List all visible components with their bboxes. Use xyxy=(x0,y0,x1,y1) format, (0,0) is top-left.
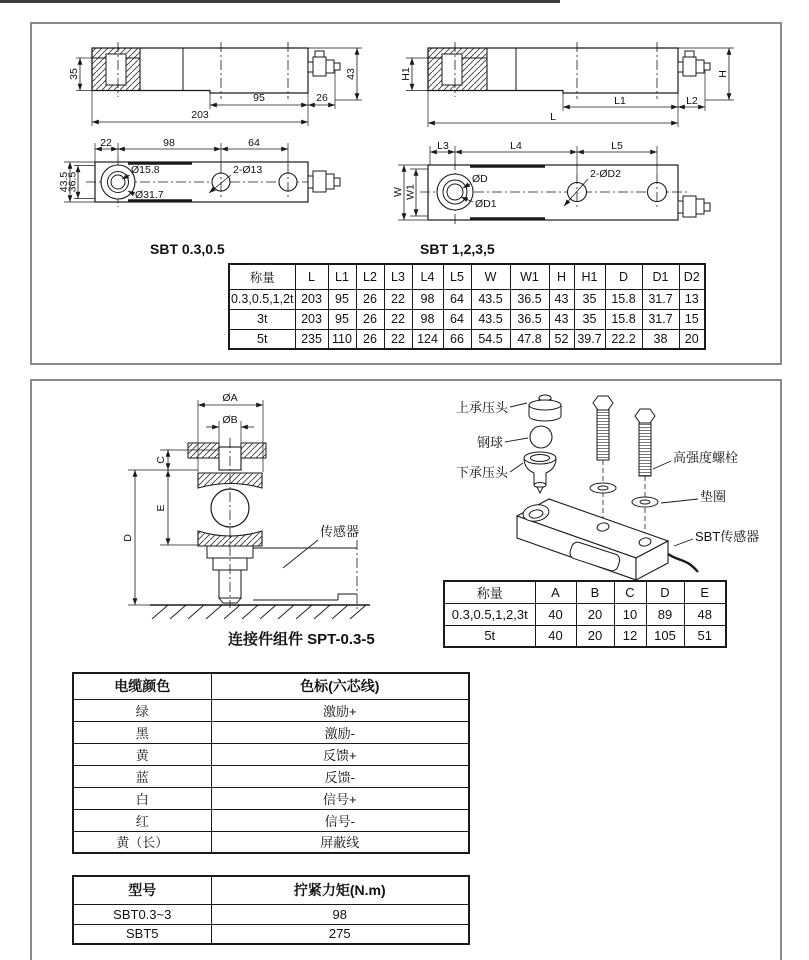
table-cell: SBT5 xyxy=(73,924,211,944)
cable-color-table xyxy=(72,672,470,854)
table-cell: 绿 xyxy=(73,699,211,721)
dim-26: 26 xyxy=(316,92,328,104)
dim-98: 98 xyxy=(163,137,175,149)
table-cell: 15.8 xyxy=(605,289,642,309)
table-cell: 43.5 xyxy=(471,309,510,329)
dim-w1: W1 xyxy=(404,184,417,200)
table-cell: 26 xyxy=(356,329,384,349)
table-cell: 20 xyxy=(576,625,614,647)
column-header: H xyxy=(549,264,574,289)
column-header: B xyxy=(576,581,614,603)
table-cell: 40 xyxy=(535,603,576,625)
dim-d: D xyxy=(122,534,134,542)
table-cell: 12 xyxy=(614,625,646,647)
table-cell: 36.5 xyxy=(510,309,549,329)
table-cell: 激励- xyxy=(211,721,469,743)
column-header: C xyxy=(614,581,646,603)
spt-exploded-view xyxy=(456,395,759,580)
spt-assembly-section-view xyxy=(122,392,370,619)
column-header: D2 xyxy=(679,264,705,289)
dim-22: 22 xyxy=(100,137,112,149)
table-cell: 屏蔽线 xyxy=(211,831,469,853)
column-header: H1 xyxy=(574,264,605,289)
table-row xyxy=(73,743,469,765)
column-header: 拧紧力矩(N.m) xyxy=(211,876,469,904)
label-bore-d: ØD xyxy=(472,173,488,185)
table-cell: 26 xyxy=(356,309,384,329)
label-bore-d1: ØD1 xyxy=(475,198,497,210)
column-header: D xyxy=(646,581,684,603)
table-cell: 信号+ xyxy=(211,787,469,809)
table-cell: 89 xyxy=(646,603,684,625)
dimension-table xyxy=(228,263,706,350)
table-cell: 22.2 xyxy=(605,329,642,349)
caption-sbt-large: SBT 1,2,3,5 xyxy=(420,241,495,257)
column-header: 称量 xyxy=(444,581,535,603)
dim-e: E xyxy=(155,504,167,512)
column-header: 电缆颜色 xyxy=(73,673,211,699)
dim-43: 43 xyxy=(345,68,357,80)
upper-pressure-head-part xyxy=(529,395,561,421)
label-bore-outer: Ø31.7 xyxy=(135,189,164,201)
table-cell: 31.7 xyxy=(642,309,679,329)
label-bore-inner: Ø15.8 xyxy=(131,164,160,176)
dim-64: 64 xyxy=(248,137,260,149)
top-plate-right xyxy=(241,443,266,458)
column-header: L xyxy=(295,264,328,289)
column-header: 色标(六芯线) xyxy=(211,673,469,699)
table-header-row xyxy=(444,581,726,603)
dim-203: 203 xyxy=(191,109,209,121)
table-cell: 43 xyxy=(549,309,574,329)
table-cell: 203 xyxy=(295,309,328,329)
label-holes-2xd13: 2-Ø13 xyxy=(233,164,263,176)
table-row xyxy=(229,329,705,349)
top-plate-left xyxy=(188,443,219,458)
steel-ball-part xyxy=(530,426,552,448)
table-row xyxy=(73,809,469,831)
dim-l4: L4 xyxy=(510,140,522,152)
cable-connector xyxy=(308,171,340,192)
table-row xyxy=(73,765,469,787)
cable-connector xyxy=(678,196,710,217)
sbt-small-side-view xyxy=(68,42,362,126)
caption-sbt-small: SBT 0.3,0.5 xyxy=(150,241,225,257)
table-header-row xyxy=(229,264,705,289)
table-cell: 48 xyxy=(684,603,726,625)
table-cell: 64 xyxy=(443,289,471,309)
dim-l: L xyxy=(550,111,556,123)
table-cell: 203 xyxy=(295,289,328,309)
label-upper-head: 上承压头 xyxy=(456,400,509,415)
table-cell: 31.7 xyxy=(642,289,679,309)
table-cell: 22 xyxy=(384,329,412,349)
table-cell: 39.7 xyxy=(574,329,605,349)
table-cell: 5t xyxy=(229,329,295,349)
dim-36-5: 36.5 xyxy=(66,171,79,193)
table-row xyxy=(73,721,469,743)
column-header: L5 xyxy=(443,264,471,289)
table-cell: 15.8 xyxy=(605,309,642,329)
table-cell: 98 xyxy=(412,289,443,309)
table-cell: 110 xyxy=(328,329,356,349)
table-cell: SBT0.3~3 xyxy=(73,904,211,924)
bolt-part xyxy=(593,396,613,523)
label-sbt-sensor: SBT传感器 xyxy=(695,529,760,544)
dim-35: 35 xyxy=(68,68,80,80)
label-holes-2xdd2: 2-ØD2 xyxy=(590,168,621,180)
load-cell-body xyxy=(517,499,698,580)
table-cell: 激励+ xyxy=(211,699,469,721)
sbt-large-top-view xyxy=(392,140,710,225)
table-cell: 黑 xyxy=(73,721,211,743)
table-row xyxy=(73,904,469,924)
dim-l3: L3 xyxy=(437,140,449,152)
table-cell: 黄（长） xyxy=(73,831,211,853)
dim-h: H xyxy=(717,70,729,78)
table-cell: 红 xyxy=(73,809,211,831)
table-cell: 0.3,0.5,1,2t xyxy=(229,289,295,309)
mounting-dimension-table xyxy=(443,580,727,648)
table-cell: 54.5 xyxy=(471,329,510,349)
column-header: L2 xyxy=(356,264,384,289)
table-cell: 52 xyxy=(549,329,574,349)
dim-95: 95 xyxy=(253,92,265,104)
table-row xyxy=(229,309,705,329)
table-cell: 26 xyxy=(356,289,384,309)
table-cell: 3t xyxy=(229,309,295,329)
table-cell: 白 xyxy=(73,787,211,809)
table-row xyxy=(73,699,469,721)
table-cell: 反馈- xyxy=(211,765,469,787)
table-cell: 47.8 xyxy=(510,329,549,349)
table-cell: 0.3,0.5,1,2,3t xyxy=(444,603,535,625)
table-cell: 40 xyxy=(535,625,576,647)
bolt-part xyxy=(635,409,655,538)
table-cell: 43 xyxy=(549,289,574,309)
table-cell: 66 xyxy=(443,329,471,349)
table-cell: 10 xyxy=(614,603,646,625)
table-cell: 黄 xyxy=(73,743,211,765)
washer-part xyxy=(590,483,616,493)
table-row xyxy=(73,831,469,853)
table-cell: 95 xyxy=(328,289,356,309)
table-cell: 20 xyxy=(576,603,614,625)
caption-spt-assembly: 连接件组件 SPT-0.3-5 xyxy=(228,631,375,648)
column-header: 称量 xyxy=(229,264,295,289)
torque-table xyxy=(72,875,470,945)
table-row xyxy=(73,787,469,809)
table-cell: 105 xyxy=(646,625,684,647)
column-header: D xyxy=(605,264,642,289)
label-bolt: 高强度螺栓 xyxy=(673,450,739,465)
dim-h1: H1 xyxy=(400,67,412,81)
table-cell: 98 xyxy=(211,904,469,924)
table-cell: 22 xyxy=(384,309,412,329)
table-cell: 15 xyxy=(679,309,705,329)
table-row xyxy=(229,289,705,309)
label-lower-head: 下承压头 xyxy=(456,465,509,480)
column-header: D1 xyxy=(642,264,679,289)
column-header: A xyxy=(535,581,576,603)
column-header: W xyxy=(471,264,510,289)
column-header: L4 xyxy=(412,264,443,289)
dim-l2: L2 xyxy=(686,95,698,107)
table-cell: 275 xyxy=(211,924,469,944)
table-row xyxy=(73,924,469,944)
table-cell: 5t xyxy=(444,625,535,647)
column-header: L1 xyxy=(328,264,356,289)
column-header: E xyxy=(684,581,726,603)
table-cell: 124 xyxy=(412,329,443,349)
table-cell: 35 xyxy=(574,289,605,309)
lower-pressure-head-part xyxy=(524,452,556,493)
sensor-cable xyxy=(668,554,698,572)
dim-43-5: 43.5 xyxy=(58,171,70,193)
table-cell: 20 xyxy=(679,329,705,349)
table-header-row xyxy=(73,876,469,904)
sbt-small-top-view xyxy=(58,137,340,207)
dim-l5: L5 xyxy=(611,140,623,152)
dim-dia-b: ØB xyxy=(222,414,238,426)
table-cell: 98 xyxy=(412,309,443,329)
table-cell: 22 xyxy=(384,289,412,309)
table-cell: 信号- xyxy=(211,809,469,831)
column-header: L3 xyxy=(384,264,412,289)
column-header: W1 xyxy=(510,264,549,289)
dim-l1: L1 xyxy=(614,95,626,107)
table-cell: 235 xyxy=(295,329,328,349)
washer-part xyxy=(632,497,658,507)
label-steel-ball: 钢球 xyxy=(477,435,504,450)
table-cell: 51 xyxy=(684,625,726,647)
table-cell: 64 xyxy=(443,309,471,329)
dim-w: W xyxy=(392,187,404,197)
dim-dia-a: ØA xyxy=(222,392,238,404)
table-cell: 13 xyxy=(679,289,705,309)
table-cell: 反馈+ xyxy=(211,743,469,765)
column-header: 型号 xyxy=(73,876,211,904)
sbt-large-side-view xyxy=(400,42,734,127)
table-cell: 43.5 xyxy=(471,289,510,309)
table-row xyxy=(444,603,726,625)
table-cell: 38 xyxy=(642,329,679,349)
table-cell: 95 xyxy=(328,309,356,329)
sensor-callout-label: 传感器 xyxy=(320,524,360,539)
table-row xyxy=(444,625,726,647)
label-washer: 垫圈 xyxy=(700,489,727,504)
table-header-row xyxy=(73,673,469,699)
table-cell: 蓝 xyxy=(73,765,211,787)
table-cell: 35 xyxy=(574,309,605,329)
dim-c: C xyxy=(155,456,167,464)
table-cell: 36.5 xyxy=(510,289,549,309)
ground-hatching xyxy=(152,605,366,619)
